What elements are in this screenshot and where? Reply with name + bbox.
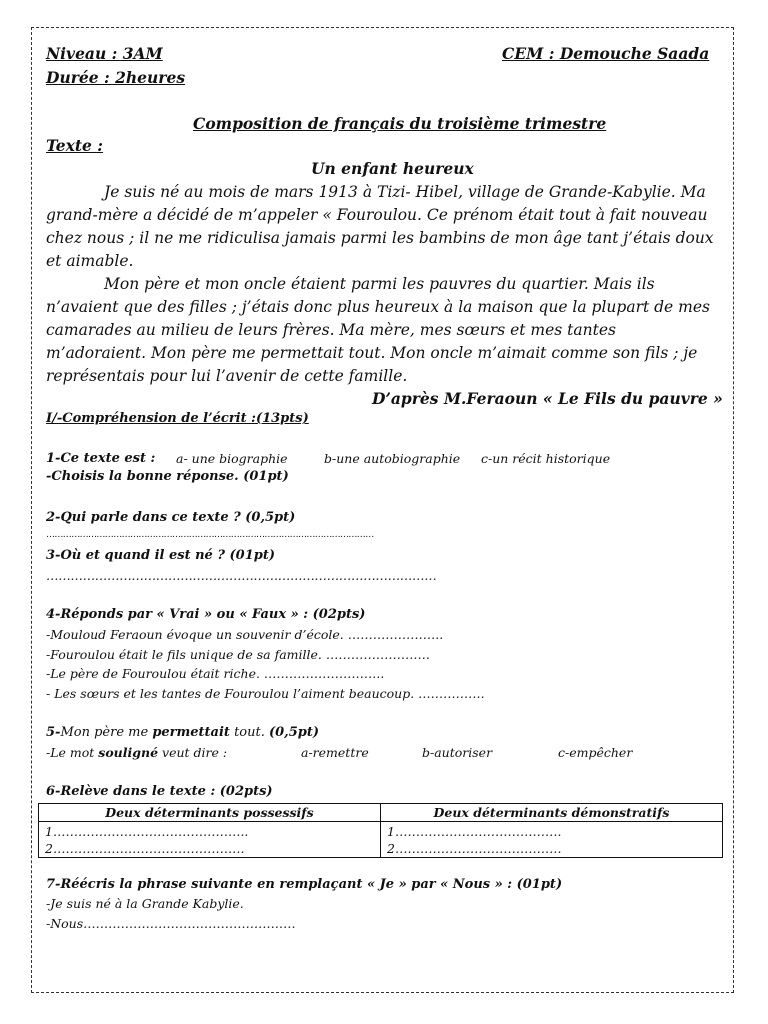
q1-option-c: c-un récit historique	[481, 451, 611, 466]
possessive-header: Deux déterminants possessifs	[39, 804, 381, 822]
q5-points: (0,5pt)	[268, 725, 319, 740]
q7-label: 7-Réécris la phrase suivante en remplaçant « Je » par « Nous » : (01pt)	[46, 877, 563, 892]
q4-item: -Le père de Fouroulou était riche. ………………………..	[46, 666, 385, 681]
q2-label: 2-Qui parle dans ce texte ? (0,5pt)	[46, 510, 296, 525]
q5-sub-bold: souligné	[98, 745, 159, 760]
q5-highlighted-word: permettait	[152, 725, 230, 740]
q7-answer-line: -Nous……………………………………………	[46, 916, 296, 931]
determinants-table	[38, 803, 723, 858]
q5-option-c: c-empêcher	[558, 745, 633, 760]
q5-text-post: tout.	[229, 725, 269, 740]
section-comprehension-title: I/-Compréhension de l’écrit :(13pts)	[46, 411, 309, 426]
q1-option-b: b-une autobiographie	[324, 451, 461, 466]
table-row	[39, 822, 723, 858]
q5-sub-question	[46, 745, 227, 760]
q5-sub-pre: -Le mot	[46, 745, 99, 760]
reading-text	[46, 181, 718, 388]
answer-line: 2………………………………….	[387, 841, 562, 856]
q5-sentence	[46, 725, 319, 740]
paragraph-1: Je suis né au mois de mars 1913 à Tizi- Hibel, village de Grande-Kabylie. Ma grand-mère a décidé de m’appeler « Fouroulou. Ce prénom était tout à fait nouveau chez nous ; il ne me ridiculisa jamais parmi les bambins de mon âge tant j’étais doux et aimable.	[46, 183, 714, 270]
text-title: Un enfant heureux	[311, 159, 474, 178]
possessive-cell[interactable]	[39, 822, 381, 858]
q5-sub-post: veut dire :	[158, 745, 228, 760]
q1-option-a: a- une biographie	[176, 451, 288, 466]
exam-title: Composition de français du troisième trimestre	[193, 114, 607, 133]
level-label: Niveau : 3AM	[46, 44, 163, 63]
text-source: D’après M.Feraoun « Le Fils du pauvre »	[372, 389, 723, 408]
q4-item: -Fouroulou était le fils unique de sa famille. …………………….	[46, 647, 430, 662]
q1-instruction: -Choisis la bonne réponse. (01pt)	[46, 469, 289, 484]
duration-label: Durée : 2heures	[46, 68, 186, 87]
paragraph-2: Mon père et mon oncle étaient parmi les pauvres du quartier. Mais ils n’avaient que des filles ; j’étais donc plus heureux à la maison que la plupart de mes camarades au milieu de leurs frères. Ma mère, mes sœurs et mes tantes m’adoraient. Mon père me permettait tout. Mon oncle m’aimait comme son fils ; je représentais pour lui l’avenir de cette famille.	[46, 275, 710, 385]
answer-line: 2……………………………………….	[45, 841, 245, 856]
q4-item: - Les sœurs et les tantes de Fouroulou l’aiment beaucoup. …………….	[46, 686, 485, 701]
q5-number: 5-	[46, 725, 61, 740]
q4-item: -Mouloud Feraoun évoque un souvenir d’école. …………………..	[46, 627, 444, 642]
q3-label: 3-Où et quand il est né ? (01pt)	[46, 548, 275, 563]
q7-sentence: -Je suis né à la Grande Kabylie.	[46, 896, 244, 911]
answer-line: 1………………………………………..	[45, 824, 249, 839]
text-label: Texte :	[46, 136, 103, 155]
q5-option-a: a-remettre	[301, 745, 369, 760]
q4-label: 4-Réponds par « Vrai » ou « Faux » : (02pts)	[46, 607, 366, 622]
q2-answer-line: ………………………………………………………………………………………………………	[46, 530, 374, 540]
q6-label: 6-Relève dans le texte : (02pts)	[46, 784, 273, 799]
q1-label: 1-Ce texte est :	[46, 451, 156, 466]
q5-text-pre: Mon père me	[60, 725, 153, 740]
demonstrative-header: Deux déterminants démonstratifs	[381, 804, 723, 822]
school-label: CEM : Demouche Saada	[502, 44, 710, 63]
demonstrative-cell[interactable]	[381, 822, 723, 858]
table-header-row	[39, 804, 723, 822]
q3-answer-line: ……………………………………………………………………………………	[46, 568, 437, 583]
answer-line: 1………………………………….	[387, 824, 562, 839]
q5-option-b: b-autoriser	[422, 745, 493, 760]
